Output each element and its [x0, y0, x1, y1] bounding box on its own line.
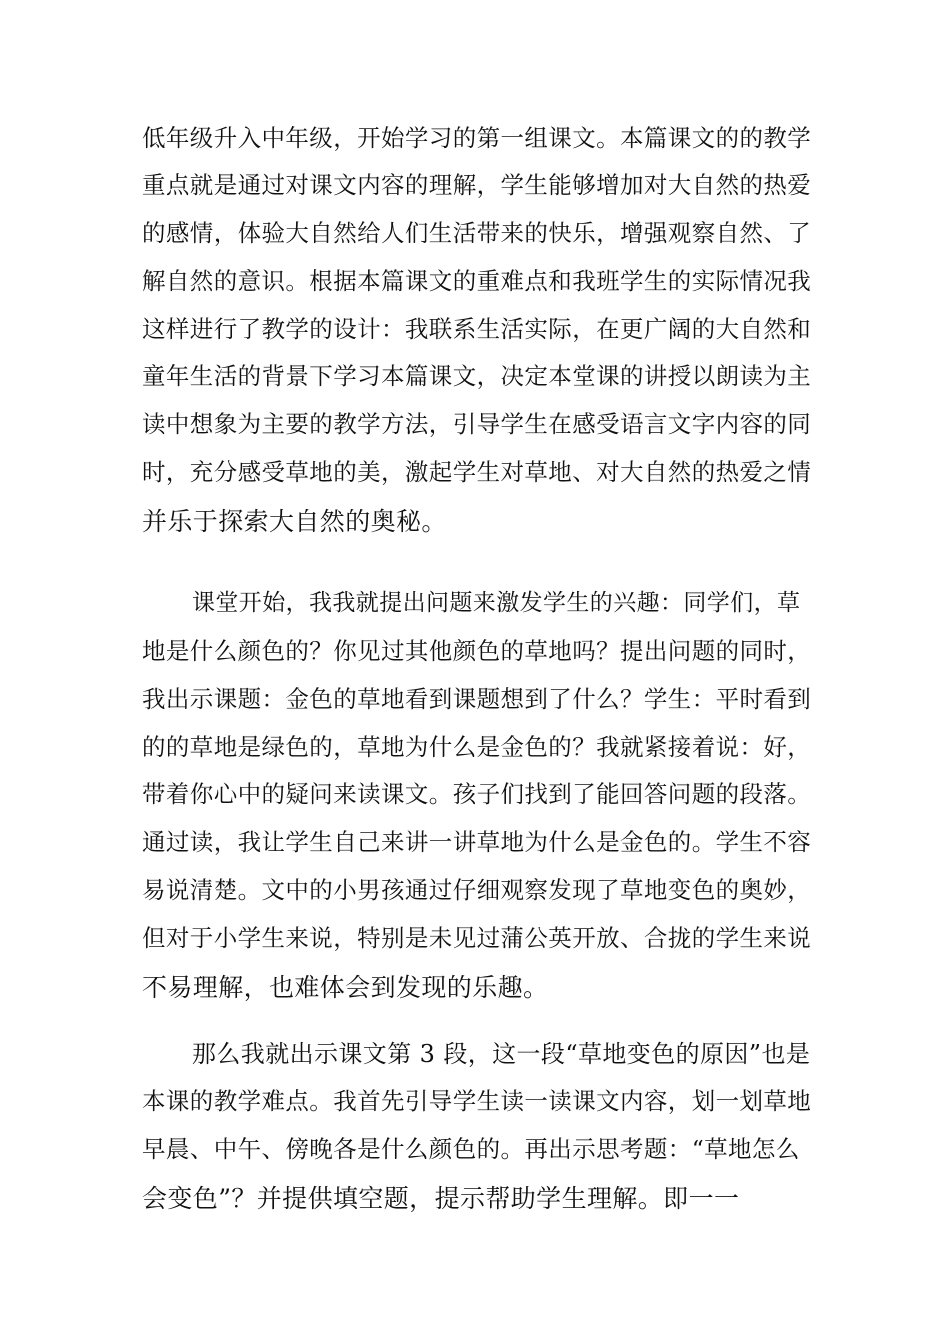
paragraph-2-line-2: 地是什么颜色的？你见过其他颜色的草地吗？提出问题的同时， [142, 637, 812, 665]
paragraph-2-line-3: 我出示课题：金色的草地看到课题想到了什么？学生：平时看到 [142, 685, 812, 713]
paragraph-1-line-9: 并乐于探索大自然的奥秘。 [142, 507, 447, 536]
paragraph-1-line-6: 童年生活的背景下学习本篇课文，决定本堂课的讲授以朗读为主 [142, 362, 812, 390]
paragraph-2-line-8: 但对于小学生来说，特别是未见过蒲公英开放、合拢的学生来说 [142, 924, 812, 952]
paragraph-2-line-6: 通过读，我让学生自己来讲一讲草地为什么是金色的。学生不容 [142, 828, 812, 856]
paragraph-2-line-5: 带着你心中的疑问来读课文。孩子们找到了能回答问题的段落。 [142, 780, 812, 808]
paragraph-1-line-4: 解自然的意识。根据本篇课文的重难点和我班学生的实际情况我 [142, 267, 812, 295]
paragraph-2-line-1: 课堂开始，我我就提出问题来激发学生的兴趣：同学们，草 [192, 590, 801, 616]
paragraph-1-line-7: 读中想象为主要的教学方法，引导学生在感受语言文字内容的同 [142, 410, 812, 438]
paragraph-1-line-8: 时，充分感受草地的美，激起学生对草地、对大自然的热爱之情 [142, 458, 812, 486]
paragraph-3-line-3: 早晨、中午、傍晚各是什么颜色的。再出示思考题：“草地怎么 [142, 1135, 800, 1163]
paragraph-3-line-2: 本课的教学难点。我首先引导学生读一读课文内容，划一划草地 [142, 1087, 812, 1115]
paragraph-1-line-5: 这样进行了教学的设计：我联系生活实际，在更广阔的大自然和 [142, 315, 812, 343]
paragraph-1-line-1: 低年级升入中年级，开始学习的第一组课文。本篇课文的的教学 [142, 124, 812, 152]
paragraph-3-line-4: 会变色”？并提供填空题，提示帮助学生理解。即一一 [142, 1184, 740, 1213]
paragraph-2-line-9: 不易理解，也难体会到发现的乐趣。 [142, 973, 549, 1002]
paragraph-3-line-1: 那么我就出示课文第 3 段，这一段“草地变色的原因”也是 [192, 1040, 811, 1068]
paragraph-1-line-3: 的感情，体验大自然给人们生活带来的快乐，增强观察自然、了 [142, 219, 812, 247]
paragraph-1-line-2: 重点就是通过对课文内容的理解，学生能够增加对大自然的热爱 [142, 171, 812, 199]
paragraph-2-line-7: 易说清楚。文中的小男孩通过仔细观察发现了草地变色的奥妙， [142, 876, 812, 904]
paragraph-2-line-4: 的的草地是绿色的，草地为什么是金色的？我就紧接着说：好， [142, 733, 812, 761]
